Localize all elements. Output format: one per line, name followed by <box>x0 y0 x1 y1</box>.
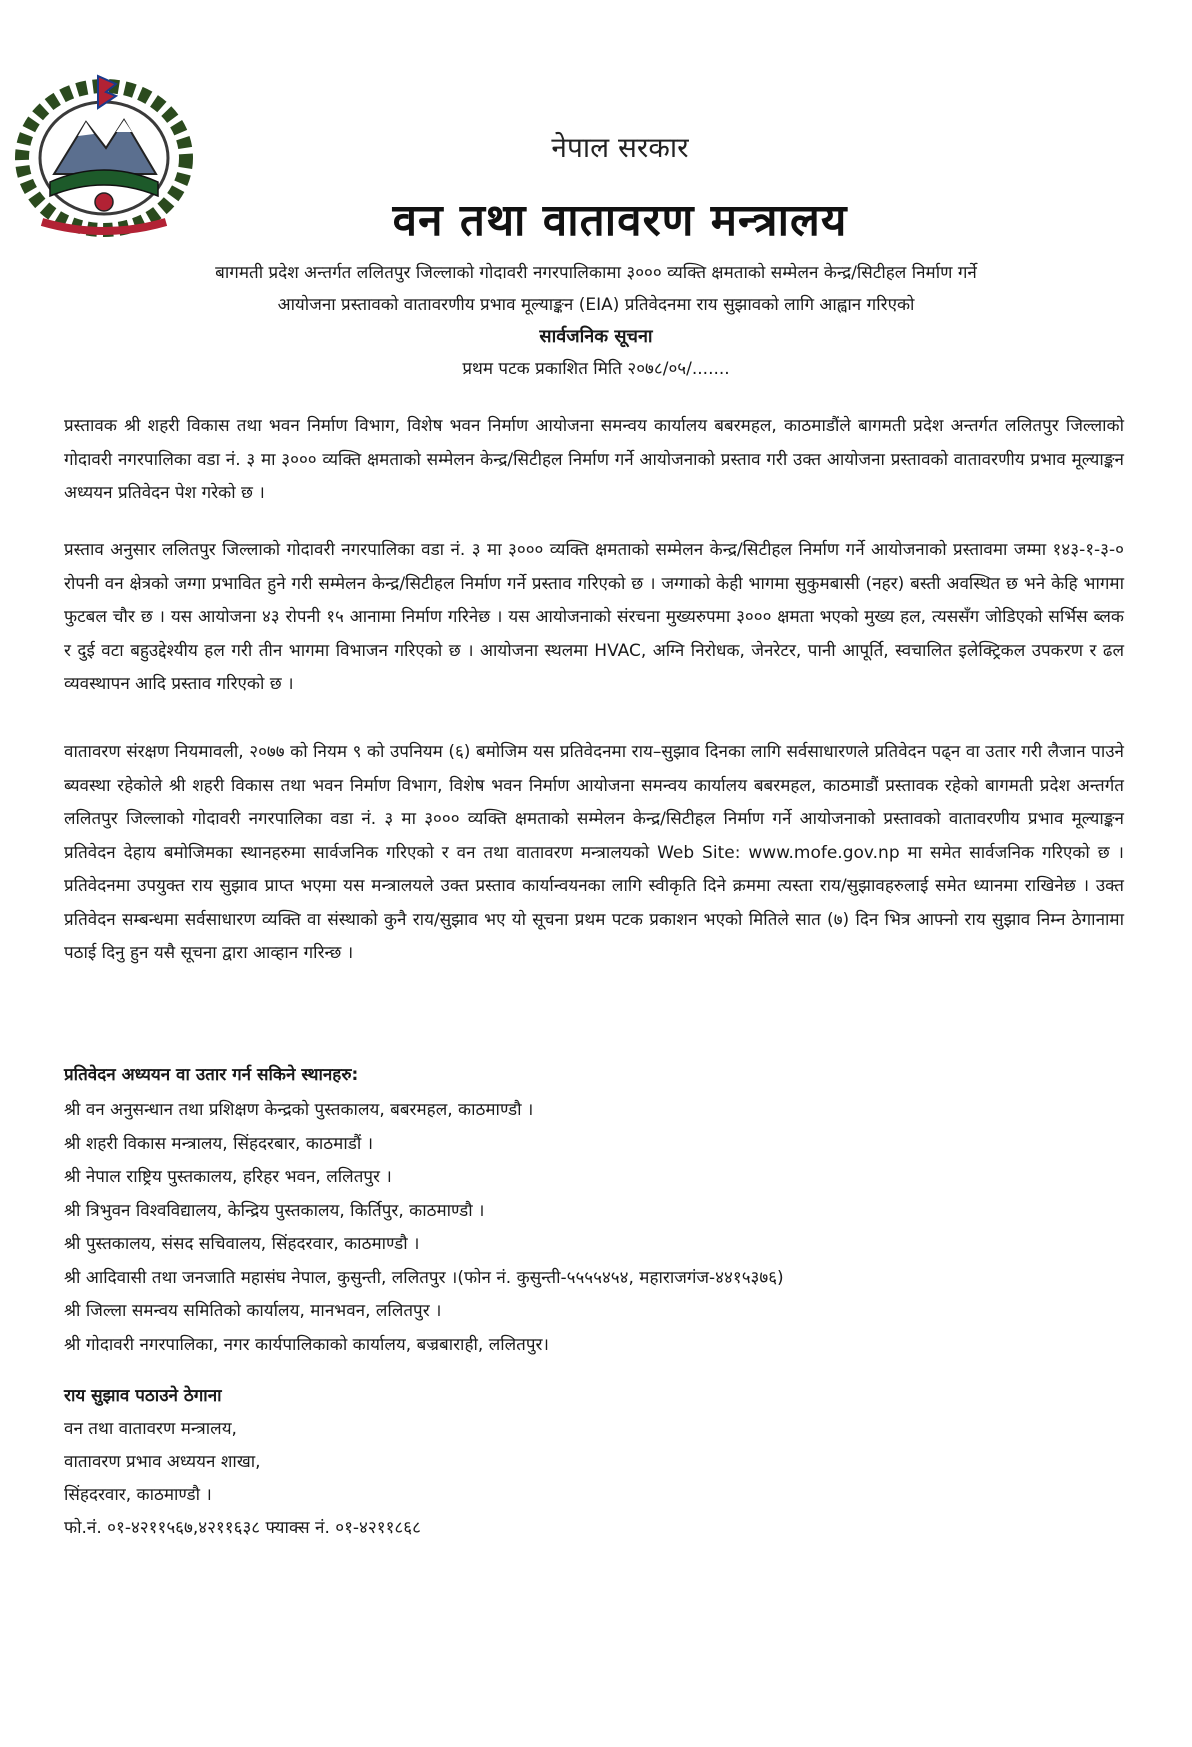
notice-title: सार्वजनिक सूचना <box>539 326 653 347</box>
body-paragraph-3: वातावरण संरक्षण नियमावली, २०७७ को नियम ९ को उपनियम (६) बमोजिम यस प्रतिवेदनमा राय–सुझाव दिनका लागि सर्वसाधारणले प्रतिवेदन पढ्न वा उतार गरी लैजान पाउने ब्यवस्था रहेकोले श्री शहरी विकास तथा भवन निर्माण विभाग, विशेष भवन निर्माण आयोजना समन्वय कार्यालय बबरमहल, काठमाडौं प्रस्तावक रहेको बागमती प्रदेश अन्तर्गत ललितपुर जिल्लाको गोदावरी नगरपालिका वडा नं. ३ मा ३००० व्यक्ति क्षमताको सम्मेलन केन्द्र/सिटीहल निर्माण गर्ने आयोजनाको प्रस्तावको वातावरणीय प्रभाव मूल्याङ्कन प्रतिवेदन देहाय बमोजिमका स्थानहरुमा सार्वजनिक गरिएको र वन तथा वातावरण मन्त्रालयको Web Site: www.mofe.gov.np मा समेत सार्वजनिक गरिएको छ । प्रतिवेदनमा उपयुक्त राय सुझाव प्राप्त भएमा यस मन्त्रालयले उक्त प्रस्ताव कार्यान्वयनका लागि स्वीकृति दिने क्रममा त्यस्ता राय/सुझावहरुलाई समेत ध्यानमा राखिनेछ । उक्त प्रतिवेदन सम्बन्धमा सर्वसाधारण व्यक्ति वा संस्थाको कुनै राय/सुझाव भए यो सूचना प्रथम पटक प्रकाशन भएको मितिले सात (७) दिन भित्र आफ्नो राय सुझाव निम्न ठेगानामा पठाई दिनु हुन यसै सूचना द्वारा आव्हान गरिन्छ । <box>64 742 1124 963</box>
locations-title: प्रतिवेदन अध्ययन वा उतार गर्न सकिने स्थानहरु: <box>64 1065 359 1085</box>
locations-list <box>64 1094 1144 1362</box>
subheading-line-2: आयोजना प्रस्तावको वातावरणीय प्रभाव मूल्याङ्कन (EIA) प्रतिवेदनमा राय सुझावको लागि आह्वान गरिएको <box>277 295 915 315</box>
address-line: सिंहदरवार, काठमाण्डौ । <box>64 1485 212 1505</box>
address-title: राय सुझाव पठाउने ठेगाना <box>64 1386 222 1406</box>
location-item: श्री गोदावरी नगरपालिका, नगर कार्यपालिकाको कार्यालय, बज्रबाराही, ललितपुर। <box>64 1334 549 1355</box>
location-item: श्री नेपाल राष्ट्रिय पुस्तकालय, हरिहर भवन, ललितपुर । <box>64 1167 392 1187</box>
address-line: वन तथा वातावरण मन्त्रालय, <box>64 1419 237 1439</box>
government-name: नेपाल सरकार <box>551 131 689 164</box>
address-contact: फो.नं. ०१-४२११५६७,४२११६३८ फ्याक्स नं. ०१-४२११८६८ <box>64 1518 421 1538</box>
body-paragraph-2: प्रस्ताव अनुसार ललितपुर जिल्लाको गोदावरी नगरपालिका वडा नं. ३ मा ३००० व्यक्ति क्षमताको सम्मेलन केन्द्र/सिटीहल निर्माण गर्ने आयोजनाको प्रस्तावमा जम्मा १४३-१-३-० रोपनी वन क्षेत्रको जग्गा प्रभावित हुने गरी सम्मेलन केन्द्र/सिटीहल निर्माण गर्ने प्रस्ताव गरिएको छ । जग्गाको केही भागमा सुकुमबासी (नहर) बस्ती अवस्थित छ भने केहि भागमा फुटबल चौर छ । यस आयोजना ४३ रोपनी १५ आनामा निर्माण गरिनेछ । यस आयोजनाको संरचना मुख्यरुपमा ३००० क्षमता भएको मुख्य हल, त्यससँग जोडिएको सर्भिस ब्लक र दुई वटा बहुउद्देश्यीय हल गरी तीन भागमा विभाजन गरिएको छ । आयोजना स्थलमा HVAC, अग्नि निरोधक, जेनरेटर, पानी आपूर्ति, स्वचालित इलेक्ट्रिकल उपकरण र ढल व्यवस्थापन आदि प्रस्ताव गरिएको छ । <box>64 540 1124 694</box>
body-paragraph-1: प्रस्तावक श्री शहरी विकास तथा भवन निर्माण विभाग, विशेष भवन निर्माण आयोजना समन्वय कार्यालय बबरमहल, काठमाडौंले बागमती प्रदेश अन्तर्गत ललितपुर जिल्लाको गोदावरी नगरपालिका वडा नं. ३ मा ३००० व्यक्ति क्षमताको सम्मेलन केन्द्र/सिटीहल निर्माण गर्ने आयोजनाको प्रस्ताव गरी उक्त आयोजना प्रस्तावको वातावरणीय प्रभाव मूल्याङ्कन अध्ययन प्रतिवेदन पेश गरेको छ । <box>64 416 1124 503</box>
ministry-name: वन तथा वातावरण मन्त्रालय <box>392 195 848 246</box>
address-line: वातावरण प्रभाव अध्ययन शाखा, <box>64 1452 261 1472</box>
subheading-line-1: बागमती प्रदेश अन्तर्गत ललितपुर जिल्लाको गोदावरी नगरपालिकामा ३००० व्यक्ति क्षमताको सम्मेलन केन्द्र/सिटीहल निर्माण गर्ने <box>215 263 977 283</box>
location-item: श्री जिल्ला समन्वय समितिको कार्यालय, मानभवन, ललितपुर । <box>64 1301 442 1321</box>
location-item: श्री आदिवासी तथा जनजाति महासंघ नेपाल, कुसुन्ती, ललितपुर ।(फोन नं. कुसुन्ती-५५५५४५४, महाराजगंज-४४१५३७६) <box>64 1267 784 1288</box>
location-item: श्री पुस्तकालय, संसद सचिवालय, सिंहदरवार, काठमाण्डौ । <box>64 1234 420 1254</box>
publish-date: प्रथम पटक प्रकाशित मिति २०७८/०५/....... <box>462 359 730 379</box>
address-block <box>64 1413 1144 1545</box>
location-item: श्री वन अनुसन्धान तथा प्रशिक्षण केन्द्रको पुस्तकालय, बबरमहल, काठमाण्डौ । <box>64 1100 534 1120</box>
location-item: श्री शहरी विकास मन्त्रालय, सिंहदरबार, काठमाडौं । <box>64 1133 374 1154</box>
location-item: श्री त्रिभुवन विश्वविद्यालय, केन्द्रिय पुस्तकालय, किर्तिपुर, काठमाण्डौ । <box>64 1200 485 1221</box>
